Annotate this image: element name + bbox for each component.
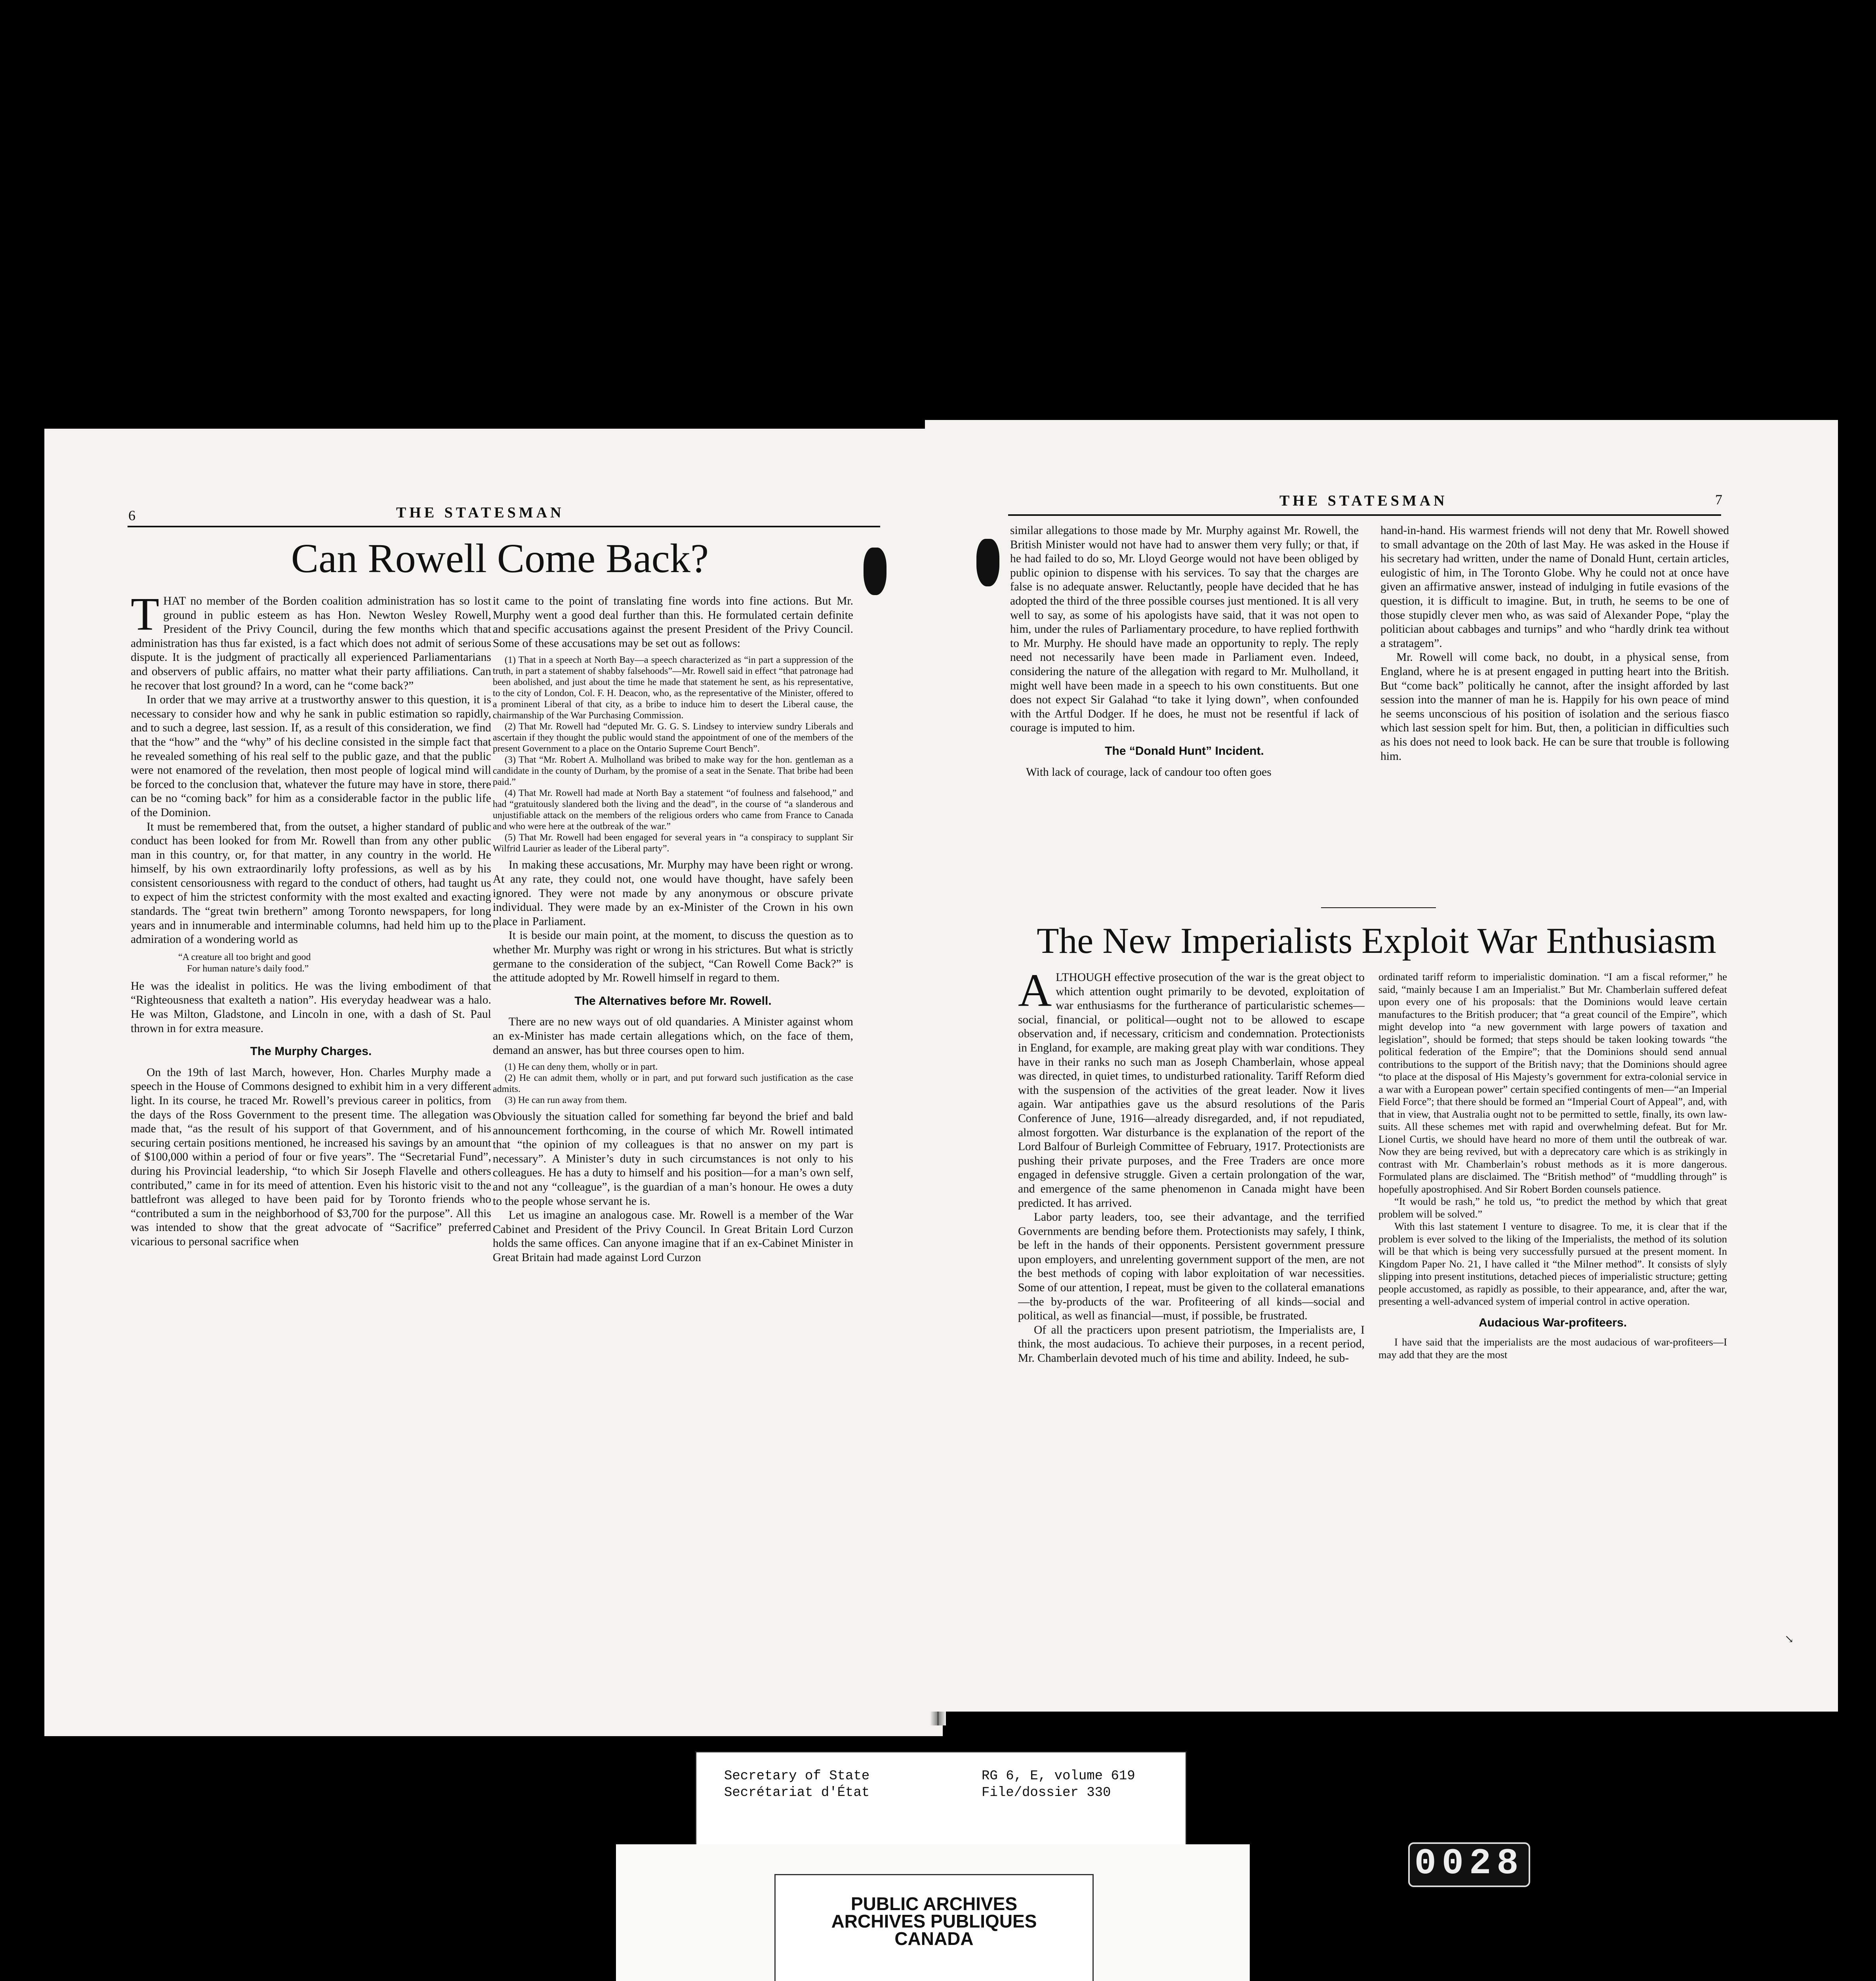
right-column-2 [1380,524,1729,920]
punch-hole [864,548,887,595]
paragraph: Of all the practicers upon present patriotism, the Imperialists are, I think, the most audacious. To achieve their purposes, in a recent period, Mr. Chamberlain devoted much of his time and ability. Indeed, he sub- [1018,1323,1365,1365]
page-number-right: 7 [1715,492,1722,508]
paragraph: With this last statement I venture to disagree. To me, it is clear that if the problem is ever solved to the liking of the Imperialists, the method of its solution will be that which is being very successfully pursued at the present moment. In Kingdom Paper No. 21, I have called it “the Milner method”. It consists of slyly slipping into present institutions, detached pieces of imperialistic structure; getting people accustomed, as rapidly as possible, to their appearance, and, after the war, presenting a well-advanced system of imperial control in active operation. [1378,1220,1727,1307]
accusations-list [493,655,853,854]
paragraph: it came to the point of translating fine words into fine actions. But Mr. Murphy went a good deal further than this. He formulated certain definite and specific accusations against the present President of the Privy Council. Some of these accusations may be set out as follows: [493,595,853,650]
stamp-line: PUBLIC ARCHIVES [851,1893,1017,1914]
dropcap-t: T [131,594,160,640]
left-page [44,429,943,1736]
frame-counter: 0028 [1408,1842,1530,1887]
left-column-2 [493,594,853,1716]
dropcap-a: A [1018,971,1052,1016]
paragraph: “It would be rash,” he told us, “to predict the method by which that great problem will be solved.” [1378,1195,1727,1220]
verse-quote [178,952,491,975]
option-item: (2) He can admit them, wholly or in part, and put forward such justification as the case admits. [493,1073,853,1095]
paragraph: hand-in-hand. His warmest friends will not deny that Mr. Rowell showed to small advantage on the 20th of last May. He was asked in the House if his secretary had written, under the name of Donald Hunt, certain articles, eulogistic of him, in The Toronto Globe. Why he could not at once have given an affirmative answer, instead of indulging in futile evasions of the question, it is difficult to imagine. But, in truth, he seems to be one of those stupidly clever men who, as was said of Alexander Pope, “play the politician about cabbages and turnips” and who “hardly drink tea without a stratagem”. [1380,524,1729,650]
accusation-item: (5) That Mr. Rowell had been engaged for several years in “a conspiracy to supplant Sir Wilfrid Laurier as leader of the Liberal party”. [493,832,853,854]
page-number-left: 6 [128,508,135,523]
paragraph: On the 19th of last March, however, Hon. Charles Murphy made a speech in the House of Commons designed to exhibit him in a very different light. In its course, he traced Mr. Rowell’s previous career in politics, from the days of the Ross Government to the present time. The allegation was made that, “as the result of his support of that Government, and of his securing certain positions mentioned, he increased his savings by an amount of $100,000 within a period of four or five years”. The “Secretarial Fund”, during his Provincial leadership, “to which Sir Joseph Flavelle and others contributed,” came in for its meed of attention. Even his historic visit to the battlefront was alleged to have been paid for by Toronto friends who “contributed a sum in the neighborhood of $3,700 for the purpose”. All this was intended to show that the great advocate of “Sacrifice” preferred vicarious to personal sacrifice when [131,1066,491,1248]
right-column-1 [1010,524,1359,920]
stamp-line: CANADA [894,1928,974,1949]
verse-line: “A creature all too bright and good [178,952,311,962]
accusation-item: (3) That “Mr. Robert A. Mulholland was bribed to make way for the hon. gentleman as a candidate in the county of Durham, by the promise of a seat in the Senate. That bribe had been paid.” [493,755,853,788]
archive-backing-card [616,1844,1250,1981]
stamp-line: ARCHIVES PUBLIQUES [831,1911,1037,1931]
label-department-fr: Secrétariat d'État [724,1785,870,1800]
paragraph: Let us imagine an analogous case. Mr. Rowell is a member of the War Cabinet and President of the Privy Council. In Great Britain Lord Curzon holds the same offices. Can anyone imagine that if an ex-Cabinet Minister in Great Britain had made against Lord Curzon [493,1209,853,1264]
paragraph: ordinated tariff reform to imperialistic domination. “I am a fiscal reformer,” he said, “mainly because I am an Imperialist.” But Mr. Chamberlain suffered defeat upon every one of his proposals: that the Dominions would leave certain manufactures to the British producer; that “a great council of the Empire”, which might develop into “a new government with large powers of taxation and legislation”, should be formed; that steps should be taken looking towards “the political federation of the Empire”; that the Dominions should send annual contributions to the support of the British navy; that the Dominions should agree “to place at the disposal of His Majesty’s government for extra-colonial service in a war with a European power” certain specified contingents of men—“an Imperial Field Force”; that there should be formed an “Imperial Court of Appeal”, and, with that in view, that Australia ought not to be permitted to settle, finally, its own law-suits. All these schemes met with rapid and overwhelming defeat. But for Mr. Lionel Curtis, we should have heard no more of them until the outbreak of war. Now they are being revived, but with a deprecatory care which is as strikingly in contrast with Mr. Chamberlain’s robust methods as it is more dangerous. Formulated plans are disclaimed. The “British method” of “muddling through” is hopefully apostrophised. And Sir Robert Borden counsels patience. [1378,971,1727,1195]
accusation-item: (2) That Mr. Rowell had “deputed Mr. G. G. S. Lindsey to interview sundry Liberals and ascertain if they thought the public would stand the appointment of one of the members of the present Government to a place on the Ontario Supreme Court Bench”. [493,721,853,754]
paragraph: Mr. Rowell will come back, no doubt, in a physical sense, from England, where he is at present engaged in putting heart into the British. But “come back” politically he cannot, after the insight afforded by last session into the manner of man he is. Happily for his own peace of mind he seems unconscious of his position of isolation and the serious fiasco which last session spelt for him. But, then, a politician in difficulties such as his does not need to look back. He can be sure that trouble is following him. [1380,651,1729,763]
header-rule-left [128,526,880,527]
paragraph: In making these accusations, Mr. Murphy may have been right or wrong. At any rate, they could not, one would have thought, have safely been ignored. They were not made by any anonymous or obscure private individual. They were made by an ex-Minister of the Crown in his own place in Parliament. [493,859,853,928]
section-heading-murphy-charges: The Murphy Charges. [250,1045,372,1058]
archive-file-label [695,1751,1187,1851]
paragraph: LTHOUGH effective prosecution of the war is the great object to which attention ought primarily to be devoted, exploitation of war enthusiasms for the furtherance of particularistic schemes—social, financial, or political—ought not to be allowed to escape observation and, if necessary, criticism and condemnation. Protectionists in England, for example, are making great play with war conditions. They have in their ranks no such man as Joseph Chamberlain, whose appeal was directed, in quiet times, to undisturbed rationality. Tariff Reform died with the suspension of the activities of the great leader. Now it lives again. War antipathies gave us the absurd resolutions of the Paris Conference of June, 1916—already disregarded, and, if not repudiated, almost forgotten. War disturbance is the explanation of the report of the Lord Balfour of Burleigh Committee of February, 1917. Protectionists are pushing their private purposes, and the Free Traders are once more engaged in defensive struggle. Given a certain prolongation of the war, and emergence of the same phenomenon in Canada might have been predicted. It has arrived. [1018,971,1365,1210]
paragraph: Labor party leaders, too, see their advantage, and the terrified Governments are bending before them. Protectionists may safely, I think, be left in the hands of their opponents. Persistent government pressure upon employers, and unrelenting government support of the men, are not the best methods of coping with labor exploitation of war necessities. Some of our attention, I repeat, must be given to the collateral emanations—the by-products of the war. Profiteering of all kinds—social and political, as well as financial—must, if possible, be frustrated. [1018,1211,1365,1323]
running-head-right: THE STATESMAN [1279,492,1448,509]
accusation-item: (1) That in a speech at North Bay—a speech characterized as “in part a suppression of the truth, in part a statement of shabby falsehoods”—Mr. Rowell said in effect “that patronage had been abolished, and just about the time he made that statement he sent, as his representative, to the city of London, Col. F. H. Deacon, who, as the representative of the Minister, offered to a prominent Liberal of that city, as a bribe to induce him to desert the Liberal cause, the chairmanship of the War Purchasing Commission. [493,655,853,721]
section-heading-alternatives: The Alternatives before Mr. Rowell. [574,994,772,1008]
archive-stamp-panel [774,1874,1094,1981]
short-divider [1321,907,1436,908]
left-column-1 [131,594,491,1716]
option-item: (3) He can run away from them. [505,1095,627,1106]
label-record-group: RG 6, E, volume 619 [982,1769,1135,1784]
right-column-4 [1378,971,1727,1545]
option-item: (1) He can deny them, wholly or in part. [505,1062,658,1073]
paragraph: similar allegations to those made by Mr. Murphy against Mr. Rowell, the British Minister would not have had to answer them very fully; or that, if he had failed to do so, Mr. Lloyd George would not have been obliged by public opinion to dispense with his services. To say that the charges are false is no adequate answer. Reluctantly, people have decided that he has adopted the third of the three possible courses just mentioned. It is all very well to say, as some of his apologists have said, that it was not open to him, under the rules of Parliamentary procedure, to have replied forthwith to Mr. Murphy. He should have made an opportunity to reply. The reply need not necessarily have been made in Parliament even. Indeed, considering the nature of the allegation with regard to Mr. Mulholland, it might well have been made in a speech to his own constituents. But one does not expect Sir Galahad “to take it lying down”, when confounded with the Artful Dodger. If he does, he must not be resentful if lack of courage is imputed to him. [1010,524,1359,735]
label-department-en: Secretary of State [724,1769,870,1784]
section-heading-war-profiteers: Audacious War-profiteers. [1479,1316,1627,1329]
article-title-imperialists: The New Imperialists Exploit War Enthusiasm [1037,920,1716,961]
paragraph: I have said that the imperialists are the most audacious of war-profiteers—I may add that they are the most [1378,1336,1727,1361]
archive-stamp [776,1895,1092,1947]
paragraph: With lack of courage, lack of candour too often goes [1026,765,1272,779]
accusation-item: (4) That Mr. Rowell had made at North Bay a statement “of foulness and falsehood,” and had “gratuitously slandered both the living and the dead”, in the course of “a slanderous and unjustifiable attack on the members of the religious orders who came from France to Canada and who were here at the outbreak of the war.” [493,788,853,832]
paragraph: In order that we may arrive at a trustworthy answer to this question, it is necessary to consider how and why he sank in public estimation so rapidly, and to such a degree, last session. If, as a result of this consideration, we find that the “how” and the “why” of his decline consisted in the simple fact that he revealed something of his real self to the public gaze, and that the public were not enamored of the revelation, then most people of logical mind will be forced to the conclusion that, whatever the future may have in store, there can be no “coming back” for him as a considerable factor in the public life of the Dominion. [131,693,491,819]
paragraph: He was the idealist in politics. He was the living embodiment of that “Righteousness that exalteth a nation”. His everyday headwear was a halo. He was Milton, Gladstone, and Lincoln in one, with a dash of St. Paul thrown in for extra measure. [131,979,491,1035]
running-head-left: THE STATESMAN [396,504,564,521]
right-page [925,420,1838,1712]
edge-mark: ↘ [1784,1633,1794,1645]
punch-hole [976,539,999,586]
section-heading-donald-hunt: The “Donald Hunt” Incident. [1105,744,1264,758]
label-file-number: File/dossier 330 [982,1785,1111,1800]
header-rule-right [1008,514,1721,516]
paragraph: Obviously the situation called for something far beyond the brief and bald announcement forthcoming, in the course of which Mr. Rowell intimated that “the opinion of my colleagues is that no answer on my part is necessary”. A Minister’s duty in such circumstances is not only to his colleagues. He has a duty to himself and his position—for a man’s own self, and not any “colleague”, is the guardian of a man’s honour. He owes a duty to the people whose servant he is. [493,1110,853,1208]
paragraph: It must be remembered that, from the outset, a higher standard of public conduct has been looked for from Mr. Rowell than from any other public man in this country, or, for that matter, in any country in the world. He himself, by his own extraordinarily lofty professions, as well as by his consistent censoriousness with regard to the conduct of others, had taught us to expect of him the strictest conformity with the most exalted and exacting standards. The “great twin brethern” among Toronto newspapers, for long years and in innumerable and interminable columns, had held him up to the admiration of a wondering world as [131,820,491,946]
right-column-3 [1018,971,1365,1545]
paragraph: It is beside our main point, at the moment, to discuss the question as to whether Mr. Murphy was right or wrong in his strictures. But what is strictly germane to the consideration of the subject, “Can Rowell Come Back?” is the attitude adopted by Mr. Rowell himself in regard to them. [493,929,853,985]
verse-line: For human nature’s daily food.” [187,963,309,974]
options-list [493,1061,853,1106]
paragraph: HAT no member of the Borden coalition administration has so lost ground in public esteem as has Hon. Newton Wesley Rowell, President of the Privy Council, during the few months which that administration has thus far existed, is a fact which does not admit of serious dispute. It is the judgment of practically all experienced Parliamentarians and observers of public affairs, no matter what their party affiliations. Can he recover that lost ground? In a word, can he “come back?” [131,595,491,692]
paragraph: There are no new ways out of old quandaries. A Minister against whom an ex-Minister has made certain allegations which, on the face of them, demand an answer, has but three courses open to him. [493,1015,853,1057]
article-title-rowell: Can Rowell Come Back? [291,536,709,581]
